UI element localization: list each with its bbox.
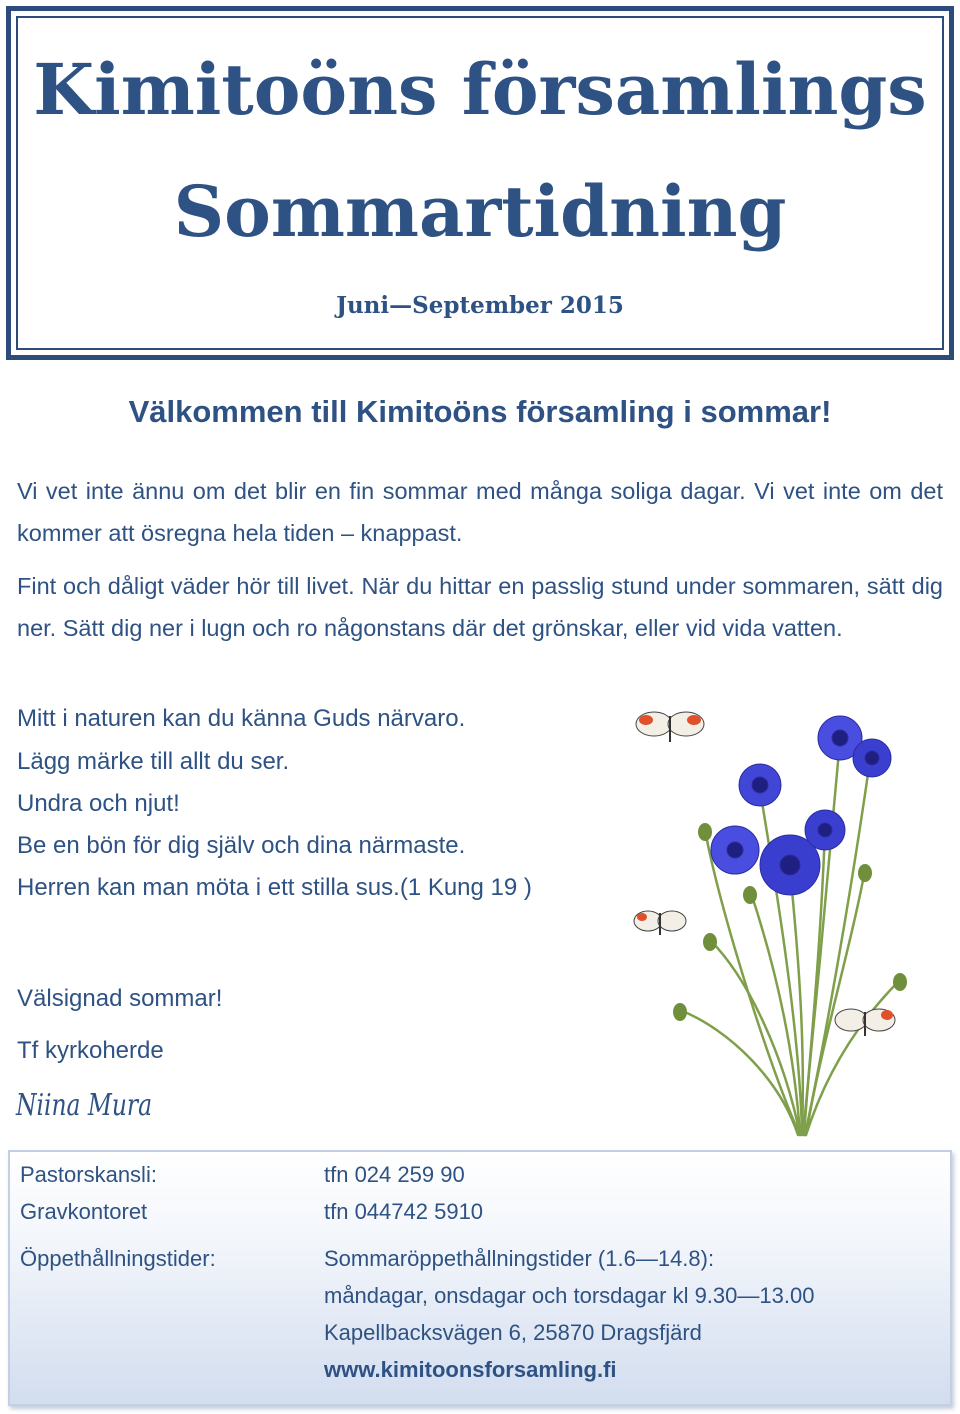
contact-info-box xyxy=(8,1150,952,1406)
welcome-heading: Välkommen till Kimitoöns församling i sommar! xyxy=(128,394,832,429)
grave-office-label: Gravkontoret xyxy=(20,1199,148,1224)
signer-role: Tf kyrkoherde xyxy=(17,1037,164,1064)
welcome-paragraph-1: Vi vet inte ännu om det blir en fin sommar med många soliga dagar. Vi vet inte om det kommer att ösregna hela tiden – knappast. xyxy=(17,478,943,546)
opening-hours-label: Öppethållningstider: xyxy=(20,1246,216,1271)
address: Kapellbacksvägen 6, 25870 Dragsfjärd xyxy=(324,1320,702,1345)
office-phone: tfn 024 259 90 xyxy=(324,1162,465,1187)
closing-greeting: Välsignad sommar! xyxy=(17,985,223,1012)
summer-hours-days: måndagar, onsdagar och torsdagar kl 9.30—13.00 xyxy=(324,1283,815,1308)
masthead-inner-border xyxy=(16,16,944,350)
summer-hours-title: Sommaröppethållningstider (1.6—14.8): xyxy=(324,1246,715,1271)
reflection-line: Lägg märke till allt du ser. xyxy=(17,748,290,775)
cornflower-bouquet-icon xyxy=(600,680,960,1150)
signature: Niina Mura xyxy=(16,1088,153,1123)
masthead xyxy=(6,6,954,360)
reflection-line: Mitt i naturen kan du känna Guds närvaro. xyxy=(17,705,466,732)
butterfly-icon xyxy=(634,911,686,935)
butterfly-icon xyxy=(835,1009,895,1036)
office-label: Pastorskansli: xyxy=(20,1162,157,1187)
website-link[interactable]: www.kimitoonsforsamling.fi xyxy=(324,1357,617,1382)
grave-office-phone: tfn 044742 5910 xyxy=(324,1199,484,1224)
butterfly-icon xyxy=(636,712,704,742)
newsletter-title-line1: Kimitoöns församlings xyxy=(33,48,927,131)
reflection-line: Herren kan man möta i ett stilla sus.(1 Kung 19 ) xyxy=(17,874,532,901)
newsletter-title-line2: Sommartidning xyxy=(173,170,787,253)
welcome-paragraph-2: Fint och dåligt väder hör till livet. När du hittar en passlig stund under sommaren, sätt dig ner. Sätt dig ner i lugn och ro någonstans där det grönskar, eller vid vida vatten. xyxy=(17,573,943,641)
reflection-line: Be en bön för dig själv och dina närmaste. xyxy=(17,832,466,859)
reflection-line: Undra och njut! xyxy=(17,790,180,817)
edition-date: Juni—September 2015 xyxy=(336,292,624,319)
